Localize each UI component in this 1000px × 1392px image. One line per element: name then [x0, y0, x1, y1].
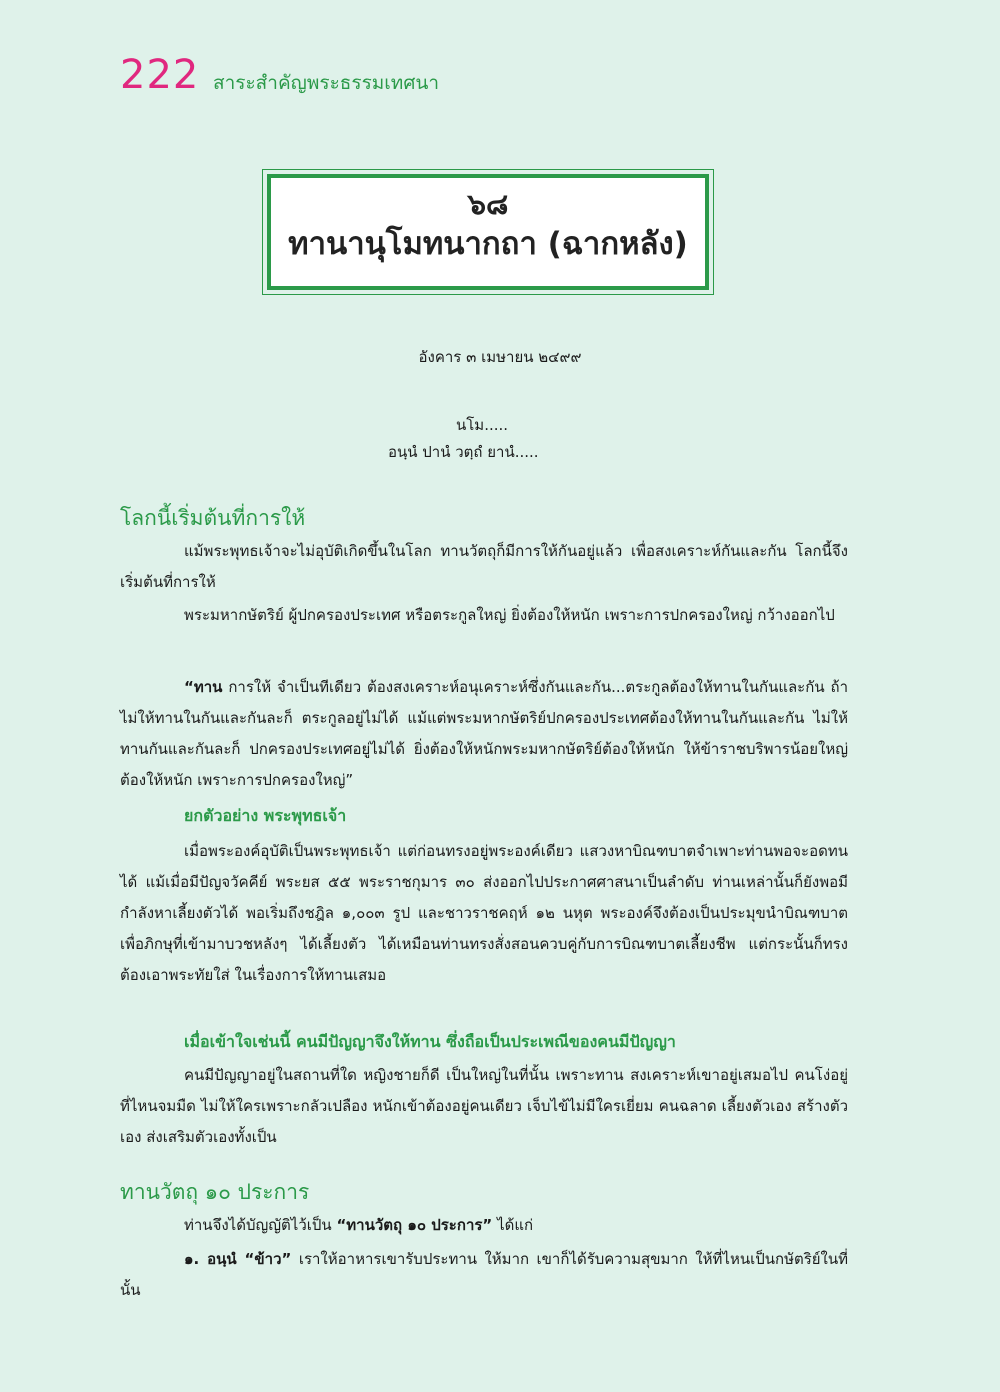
paragraph: พระมหากษัตริย์ ผู้ปกครองประเทศ หรือตระกูลใหญ่ ยิ่งต้องให้หนัก เพราะการปกครองใหญ่ กว้างออกไป: [184, 606, 835, 624]
quote-body: การให้ จำเป็นทีเดียว ต้องสงเคราะห์อนุเคราะห์ซึ่งกันและกัน...ตระกูลต้องให้ทานในกันและกัน ถ้าไม่ให้ทานในกันและกันละก็ ตระกูลอยู่ไม่ได้ แม้แต่พระมหากษัตริย์ปกครองประเทศต้องให้ทานในกันและกัน ไม่ให้ทานกันและกันละก็ ปกครองประเทศอยู่ไม่ได้ ยิ่งต้องให้หนักพระมหากษัตริย์ต้องให้หนัก ให้ข้าราชบริพารน้อยใหญ่ ต้องให้หนัก เพราะการปกครองใหญ่”: [120, 678, 848, 789]
section-heading-ten-gifts: ทานวัตถุ ๑๐ ประการ: [120, 1180, 310, 1204]
pali-line-2: อนฺนํ ปานํ วตฺถํ ยานํ.....: [388, 443, 539, 461]
sermon-date: อังคาร ๓ เมษายน ๒๔๙๙: [418, 348, 582, 366]
intro-paragraph: [120, 1210, 848, 1241]
page-number: 222: [120, 52, 200, 98]
title-box-inner: [267, 174, 709, 290]
running-title: สาระสำคัญพระธรรมเทศนา: [213, 72, 440, 94]
item-text: เราให้อาหารเขารับประทาน ให้มาก เขาก็ได้รับความสุขมาก ให้ที่ไหนเป็นกษัตริย์ในที่นั้น: [120, 1250, 849, 1299]
chapter-title: ทานานุโมทนากถา (ฉากหลัง): [288, 226, 688, 262]
title-box: [262, 169, 714, 295]
subheading-buddha-example: ยกตัวอย่าง พระพุทธเจ้า: [184, 806, 347, 825]
intro-tail: ได้แก่: [492, 1216, 534, 1234]
paragraph: เมื่อพระองค์อุบัติเป็นพระพุทธเจ้า แต่ก่อนทรงอยู่พระองค์เดียว แสวงหาบิณฑบาตจำเพาะท่านพอจะอดทนได้ แม้เมื่อมีปัญจวัคคีย์ พระยส ๕๕ พระราชกุมาร ๓๐ ส่งออกไปประกาศศาสนาเป็นลำดับ ท่านเหล่านั้นก็ยังพอมีกำลังหาเลี้ยงตัวได้ พอเริ่มถึงชฎิล ๑,๐๐๓ รูป และชาวราชคฤห์ ๑๒ นหุต พระองค์จึงต้องเป็นประมุขนำบิณฑบาต เพื่อภิกษุที่เข้ามาบวชหลังๆ ได้เลี้ยงตัว ได้เหมือนท่านทรงสั่งสอนควบคู่กับการบิณฑบาตเลี้ยงชีพ แต่กระนั้นก็ทรงต้องเอาพระทัยใส่ ในเรื่องการให้ทานเสมอ: [120, 842, 848, 984]
chapter-number: ๖๘: [467, 187, 509, 221]
item-label: ๑. อนฺนํ “ข้าว”: [184, 1250, 292, 1268]
subheading-wise-people: เมื่อเข้าใจเช่นนี้ คนมีปัญญาจึงให้ทาน ซึ่งถือเป็นประเพณีของคนมีปัญญา: [184, 1032, 676, 1051]
quote-lead: “ทาน: [184, 678, 223, 696]
paragraph: คนมีปัญญาอยู่ในสถานที่ใด หญิงชายก็ดี เป็นใหญ่ในที่นั้น เพราะทาน สงเคราะห์เขาอยู่เสมอไป คนโง่อยู่ที่ไหนจมมืด ไม่ให้ใครเพราะกลัวเปลือง หนักเข้าต้องอยู่คนเดียว เจ็บไข้ไม่มีใครเยี่ยม คนฉลาด เลี้ยงตัวเอง สร้างตัวเอง ส่งเสริมตัวเองทั้งเป็น: [120, 1066, 848, 1146]
pali-line-1: นโม.....: [456, 416, 509, 434]
list-item: [120, 1244, 848, 1306]
intro-term: “ทานวัตถุ ๑๐ ประการ”: [336, 1216, 493, 1234]
paragraph: แม้พระพุทธเจ้าจะไม่อุบัติเกิดขึ้นในโลก ทานวัตถุก็มีการให้กันอยู่แล้ว เพื่อสงเคราะห์กันและกัน โลกนี้จึงเริ่มต้นที่การให้: [120, 542, 848, 591]
quote-paragraph: [120, 672, 848, 796]
intro-text: ท่านจึงได้บัญญัติไว้เป็น: [184, 1216, 337, 1234]
section-heading-world-begins-with-giving: โลกนี้เริ่มต้นที่การให้: [120, 506, 306, 530]
